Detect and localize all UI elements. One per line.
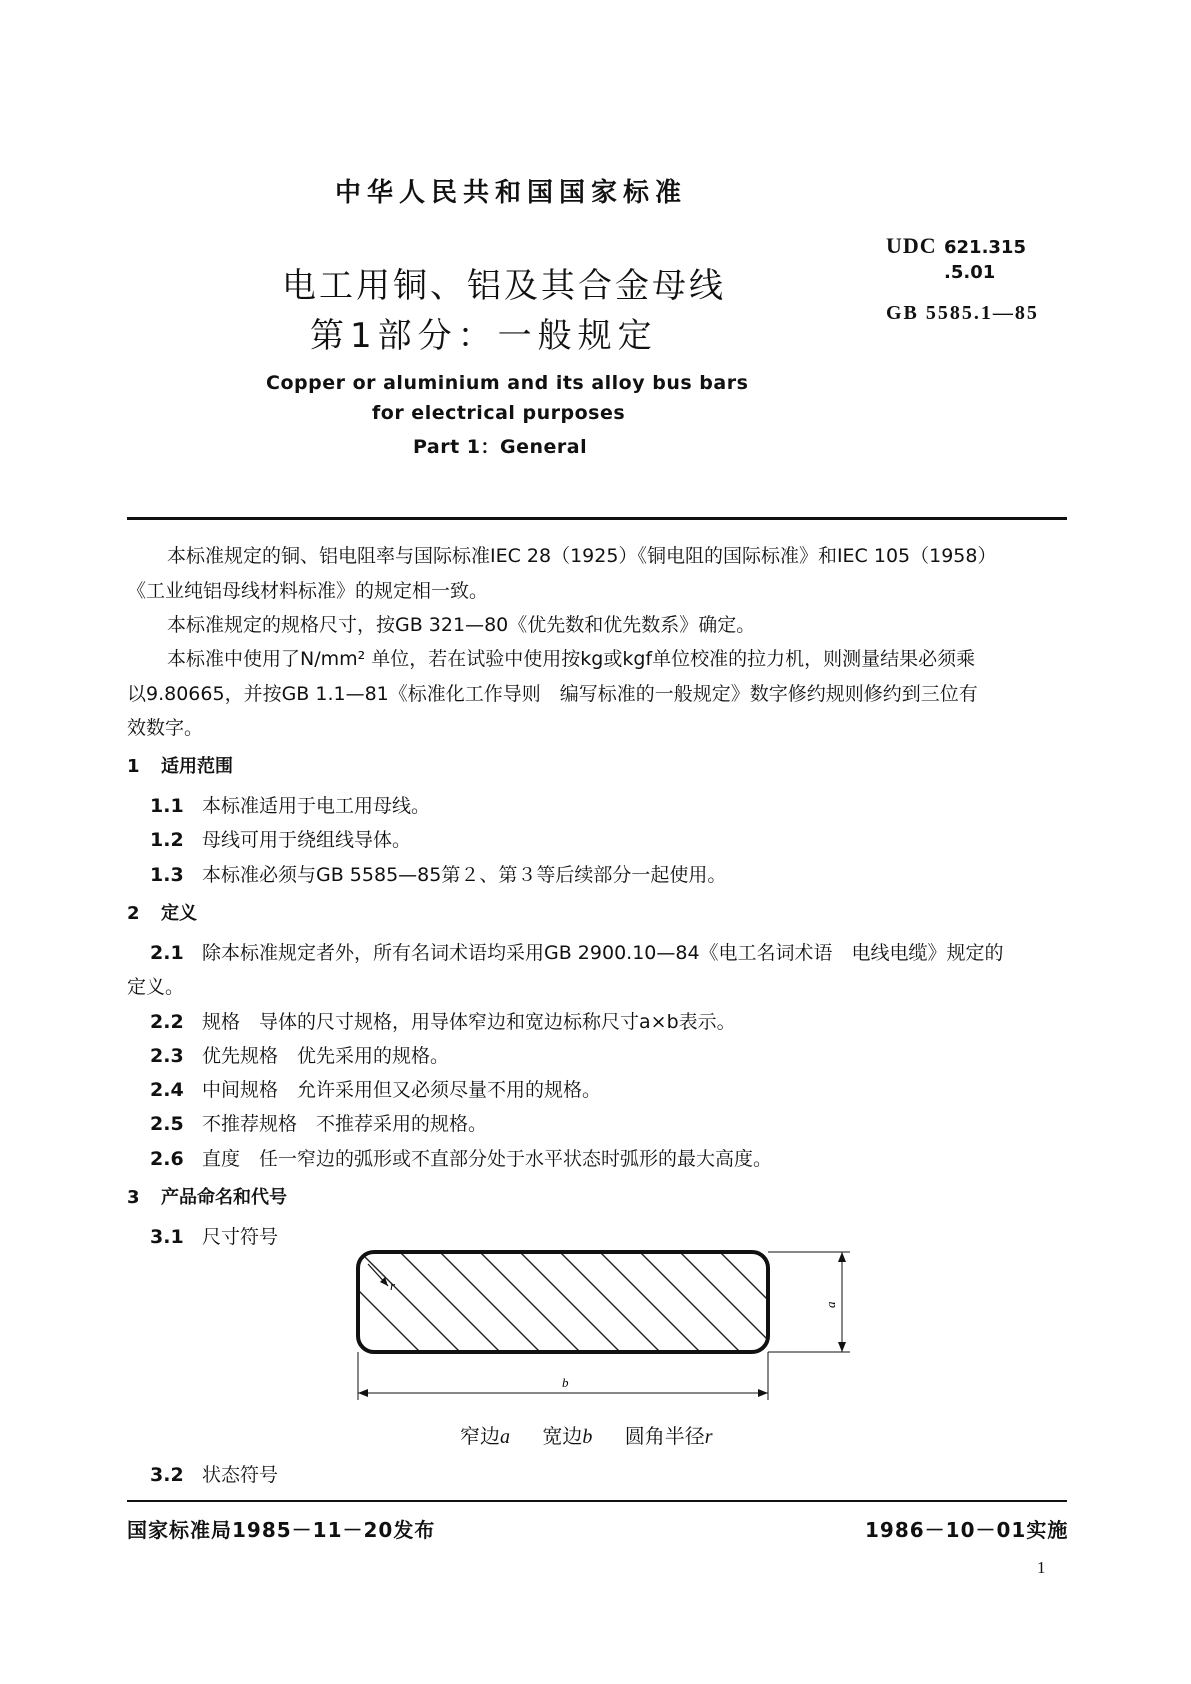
national-standard-heading: 中华人民共和国国家标准 (335, 178, 688, 208)
dimension-b-arrow-left (358, 1389, 368, 1397)
section-number: 2 (127, 903, 140, 924)
clause-2-6 (150, 1150, 772, 1169)
dimension-a-label: a (823, 1301, 838, 1308)
caption-corner-radius: 圆角半径r (624, 1424, 713, 1448)
busbar-outline (358, 1252, 768, 1352)
busbar-cross-section-figure (340, 1230, 880, 1410)
clause-text: 除本标准规定者外，所有名词术语均采用GB 2900.10—84《电工名词术语 电线电缆》规定的 (202, 942, 1004, 964)
clause-number: 3.2 (150, 1464, 184, 1486)
clause-text: 中间规格 允许采用但又必须尽量不用的规格。 (202, 1079, 602, 1101)
page-number: 1 (1037, 1558, 1046, 1577)
clause-text: 直度 任一窄边的弧形或不直部分处于水平状态时弧形的最大高度。 (202, 1148, 773, 1170)
clause-number: 2.2 (150, 1011, 184, 1033)
section-title: 产品命名和代号 (161, 1187, 287, 1208)
clause-number: 2.6 (150, 1148, 184, 1170)
section-2-heading (127, 905, 197, 923)
clause-2-4 (150, 1081, 601, 1100)
clause-number: 1.2 (150, 829, 184, 851)
clause-2-3 (150, 1047, 449, 1066)
clause-number: 1.1 (150, 795, 184, 817)
clause-number: 2.3 (150, 1045, 184, 1067)
clause-2-2 (150, 1013, 736, 1032)
section-1-heading (127, 758, 233, 776)
figure-caption (460, 1420, 739, 1449)
dimension-b-arrow-right (758, 1389, 768, 1397)
hatching (340, 1252, 860, 1352)
dimension-a-arrow-bottom (838, 1342, 846, 1352)
gb-code: GB 5585.1—85 (886, 302, 1039, 324)
dimension-a-arrow-top (838, 1252, 846, 1262)
english-title-line1: Copper or aluminium and its alloy bus bars (266, 372, 749, 394)
clause-text: 尺寸符号 (202, 1226, 279, 1248)
clause-text: 状态符号 (202, 1464, 279, 1486)
document-title-line1: 电工用铜、铝及其合金母线 (282, 266, 726, 306)
clause-number: 3.1 (150, 1226, 184, 1248)
clause-number: 2.4 (150, 1079, 184, 1101)
clause-2-1 (150, 944, 1004, 963)
udc-subnumber: .5.01 (944, 262, 996, 283)
clause-text: 本标准必须与GB 5585—85第２、第３等后续部分一起使用。 (202, 864, 727, 886)
clause-text: 母线可用于绕组线导体。 (202, 829, 412, 851)
section-title: 适用范围 (161, 756, 233, 777)
clause-2-1-continuation: 定义。 (127, 976, 185, 998)
clause-number: 2.1 (150, 942, 184, 964)
caption-narrow-side: 窄边a (460, 1424, 510, 1448)
clause-1-2 (150, 831, 411, 850)
clause-number: 1.3 (150, 864, 184, 886)
udc-label: UDC (886, 233, 937, 258)
intro-p3-line2: 以9.80665，并按GB 1.1—81《标准化工作导则 编写标准的一般规定》数字修约规则修约到三位有 (127, 683, 978, 705)
clause-text: 本标准适用于电工用母线。 (202, 795, 431, 817)
section-number: 3 (127, 1187, 140, 1208)
section-3-heading (127, 1189, 287, 1207)
footer-divider (127, 1500, 1067, 1502)
document-title-line2: 第1部分：一般规定 (310, 316, 658, 356)
dimension-b-label: b (562, 1375, 569, 1390)
section-number: 1 (127, 756, 140, 777)
clause-number: 2.5 (150, 1113, 184, 1135)
english-title-line2: for electrical purposes (372, 402, 626, 424)
effective-date: 1986－10－01实施 (865, 1518, 1069, 1542)
intro-p1-line1: 本标准规定的铜、铝电阻率与国际标准IEC 28（1925）《铜电阻的国际标准》和IEC 105（1958） (167, 545, 997, 567)
intro-p1-line2: 《工业纯铝母线材料标准》的规定相一致。 (127, 580, 489, 602)
udc-number: 621.315 (944, 237, 1026, 258)
intro-p3-line3: 效数字。 (127, 717, 204, 739)
clause-3-1 (150, 1228, 278, 1247)
intro-p3-line1: 本标准中使用了N/mm² 单位，若在试验中使用按kg或kgf单位校准的拉力机，则测量结果必须乘 (167, 648, 976, 670)
clause-2-5 (150, 1115, 487, 1134)
issue-date: 国家标准局1985－11－20发布 (127, 1518, 436, 1542)
clause-1-1 (150, 797, 430, 816)
section-title: 定义 (161, 903, 197, 924)
intro-p2: 本标准规定的规格尺寸，按GB 321—80《优先数和优先数系》确定。 (167, 614, 756, 636)
english-title-line3: Part 1：General (413, 436, 588, 458)
clause-text: 不推荐规格 不推荐采用的规格。 (202, 1113, 488, 1135)
caption-wide-side: 宽边b (542, 1424, 593, 1448)
radius-label: r (390, 1278, 396, 1293)
clause-1-3 (150, 866, 726, 885)
clause-3-2 (150, 1466, 278, 1485)
header-divider (127, 517, 1067, 520)
clause-text: 优先规格 优先采用的规格。 (202, 1045, 450, 1067)
clause-text: 规格 导体的尺寸规格，用导体窄边和宽边标称尺寸a×b表示。 (202, 1011, 736, 1033)
